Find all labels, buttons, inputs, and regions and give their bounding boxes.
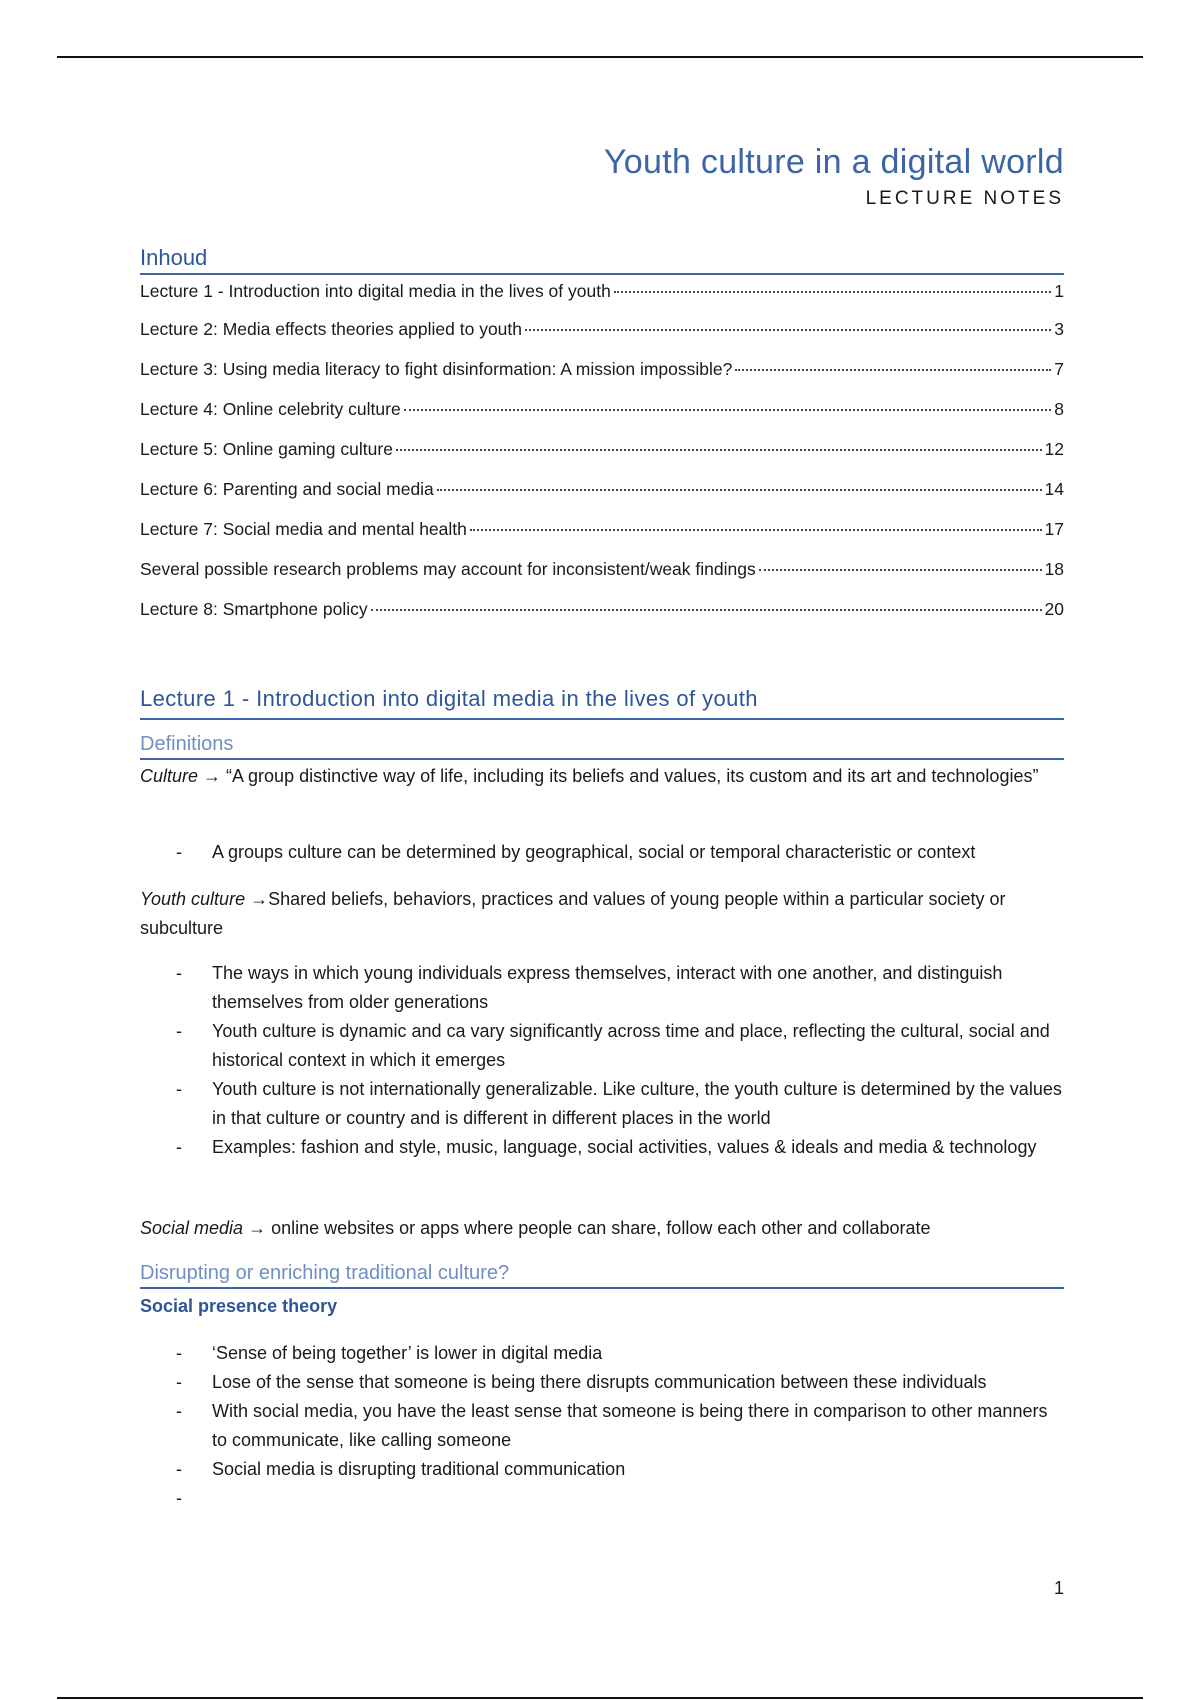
toc-entry-title: Lecture 3: Using media literacy to fight disinformation: A mission impossible? [140, 359, 733, 379]
toc-entry[interactable] [140, 359, 1064, 399]
table-of-contents [140, 281, 1064, 639]
toc-leader [759, 569, 1042, 571]
toc-leader [371, 609, 1042, 611]
toc-leader [614, 291, 1051, 293]
toc-leader [525, 329, 1051, 331]
toc-entry[interactable] [140, 519, 1064, 559]
page-number: 1 [1053, 1578, 1064, 1598]
list-item: - Social media is disrupting traditional communication [140, 1455, 1064, 1484]
social-media-term: Social media [140, 1218, 244, 1238]
youth-culture-definition-text: →Shared beliefs, behaviors, practices and values of young people within a particular society or subculture [140, 889, 1006, 938]
list-item: - Youth culture is not internationally generalizable. Like culture, the youth culture is determined by the values in that culture or country and is different in different places in the world [140, 1075, 1064, 1133]
toc-entry[interactable] [140, 281, 1064, 319]
toc-entry-title: Lecture 2: Media effects theories applied to youth [140, 319, 523, 339]
list-item: - The ways in which young individuals express themselves, interact with one another, and distinguish themselves from older generations [140, 959, 1064, 1017]
toc-leader [404, 409, 1052, 411]
toc-entry-page: 1 [1054, 281, 1064, 301]
toc-entry[interactable] [140, 559, 1064, 599]
toc-entry-page: 17 [1044, 519, 1064, 539]
toc-entry[interactable] [140, 319, 1064, 359]
toc-entry-title: Lecture 5: Online gaming culture [140, 439, 393, 459]
list-item: - Lose of the sense that someone is being there disrupts communication between these individuals [140, 1368, 1064, 1397]
toc-entry-page: 3 [1054, 319, 1064, 339]
toc-entry-title: Lecture 1 - Introduction into digital media in the lives of youth [140, 281, 611, 301]
toc-entry-page: 18 [1044, 559, 1064, 579]
toc-leader [437, 489, 1042, 491]
list-item: - Youth culture is dynamic and ca vary significantly across time and place, reflecting the cultural, social and historical context in which it emerges [140, 1017, 1064, 1075]
document-title: Youth culture in a digital world [603, 143, 1064, 181]
toc-entry-title: Lecture 8: Smartphone policy [140, 599, 368, 619]
social-media-definition-text: → online websites or apps where people can share, follow each other and collaborate [243, 1218, 931, 1238]
footer-rule [57, 1697, 1143, 1699]
toc-leader [396, 449, 1042, 451]
toc-entry[interactable] [140, 439, 1064, 479]
toc-entry-title: Lecture 6: Parenting and social media [140, 479, 434, 499]
toc-entry-page: 14 [1044, 479, 1064, 499]
social-presence-bullet-list [140, 1339, 1064, 1484]
list-item: - A groups culture can be determined by geographical, social or temporal characteristic or context [140, 838, 1064, 867]
toc-entry[interactable] [140, 599, 1064, 639]
definitions-heading: Definitions [140, 733, 1064, 760]
youth-culture-term: Youth culture [140, 889, 246, 909]
document-subtitle: LECTURE NOTES [865, 188, 1064, 209]
culture-bullet-list [140, 838, 1064, 867]
disrupting-heading: Disrupting or enriching traditional culture? [140, 1262, 1064, 1289]
lecture1-heading: Lecture 1 - Introduction into digital media in the lives of youth [140, 686, 1064, 720]
toc-entry[interactable] [140, 399, 1064, 439]
list-item: - Examples: fashion and style, music, language, social activities, values & ideals and media & technology [140, 1133, 1064, 1162]
toc-entry-page: 7 [1054, 359, 1064, 379]
social-presence-heading: Social presence theory [140, 1296, 338, 1316]
toc-leader [470, 529, 1042, 531]
culture-definition [140, 762, 1064, 791]
culture-definition-text: → “A group distinctive way of life, including its beliefs and values, its custom and its art and technologies” [198, 766, 1039, 786]
culture-term: Culture [140, 766, 199, 786]
list-item: - With social media, you have the least sense that someone is being there in comparison to other manners to communicate, like calling someone [140, 1397, 1064, 1455]
toc-entry-page: 12 [1044, 439, 1064, 459]
toc-entry-page: 20 [1044, 599, 1064, 619]
youth-culture-bullet-list [140, 959, 1064, 1162]
toc-heading: Inhoud [140, 245, 1064, 275]
youth-culture-definition [140, 885, 1064, 943]
toc-entry-title: Several possible research problems may account for inconsistent/weak findings [140, 559, 756, 579]
toc-leader [735, 369, 1051, 371]
toc-entry-page: 8 [1054, 399, 1064, 419]
toc-entry[interactable] [140, 479, 1064, 519]
header-rule [57, 56, 1143, 58]
toc-entry-title: Lecture 7: Social media and mental health [140, 519, 467, 539]
toc-entry-title: Lecture 4: Online celebrity culture [140, 399, 401, 419]
list-item: - ‘Sense of being together’ is lower in digital media [140, 1339, 1064, 1368]
social-media-definition [140, 1214, 1064, 1243]
